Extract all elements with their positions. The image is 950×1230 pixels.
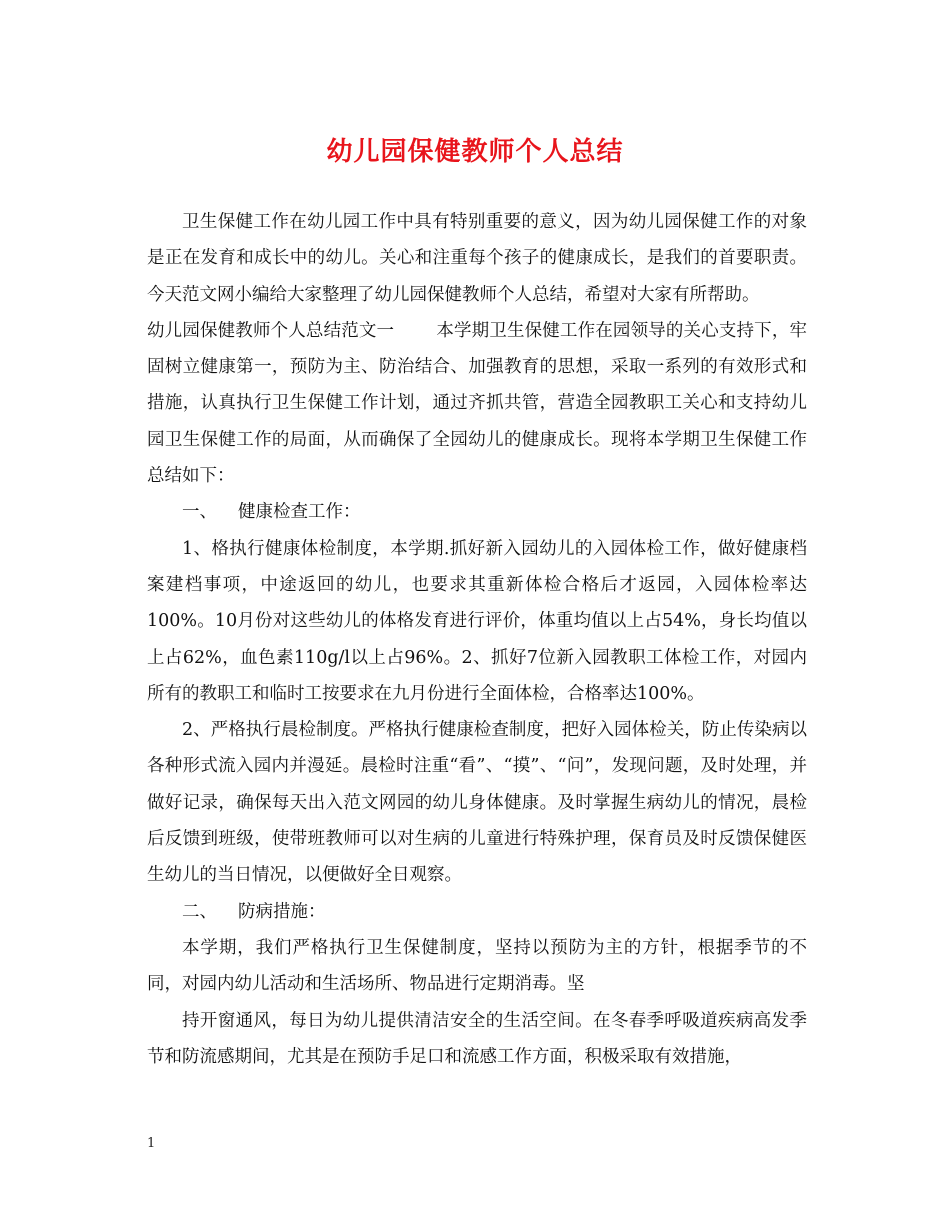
section-title: 防病措施： (238, 901, 326, 922)
section-number: 一、 (182, 502, 217, 523)
section-title: 健康检查工作： (238, 502, 361, 523)
sample-label: 幼儿园保健教师个人总结范文一 (147, 320, 395, 341)
sample-paragraph (147, 313, 807, 494)
section-heading-prevention (147, 894, 807, 930)
prevention-paragraph-2: 持开窗通风，每日为幼儿提供清洁安全的生活空间。在冬春季呼吸道疾病高发季节和防流感期间，尤其是在预防手足口和流感工作方面，积极采取有效措施， (147, 1010, 807, 1067)
item-paragraph-2: 2、严格执行晨检制度。严格执行健康检查制度，把好入园体检关，防止传染病以各种形式流入园内并漫延。晨检时注重“看”、“摸”、“问”，发现问题，及时处理，并做好记录，确保每天出入范文网园的幼儿身体健康。及时掌握生病幼儿的情况，晨检后反馈到班级，使带班教师可以对生病的儿童进行特殊护理，保育员及时反馈保健医生幼儿的当日情况，以便做好全日观察。 (147, 720, 807, 886)
document-body (147, 204, 807, 1075)
document-title: 幼儿园保健教师个人总结 (326, 137, 624, 167)
sample-body: 本学期卫生保健工作在园领导的关心支持下，牢固树立健康第一，预防为主、防治结合、加强教育的思想，采取一系列的有效形式和措施，认真执行卫生保健工作计划，通过齐抓共管，营造全园教职工关心和支持幼儿园卫生保健工作的局面，从而确保了全园幼儿的健康成长。现将本学期卫生保健工作总结如下： (147, 320, 808, 487)
item-paragraph-1: 1、格执行健康体检制度，本学期.抓好新入园幼儿的入园体检工作，做好健康档案建档事项，中途返回的幼儿，也要求其重新体检合格后才返园，入园体检率达100%。10月份对这些幼儿的体格发育进行评价，体重均值以上占54%，身长均值以上占62%，血色素110g/l以上占96%。2、抓好7位新入园教职工体检工作，对园内所有的教职工和临时工按要求在九月份进行全面体检，合格率达100%。 (147, 538, 807, 704)
page-number: 1 (147, 1136, 156, 1151)
section-heading-health-check (147, 494, 807, 530)
intro-paragraph: 卫生保健工作在幼儿园工作中具有特别重要的意义，因为幼儿园保健工作的对象是正在发育和成长中的幼儿。关心和注重每个孩子的健康成长，是我们的首要职责。今天范文网小编给大家整理了幼儿园保健教师个人总结，希望对大家有所帮助。 (147, 212, 807, 305)
prevention-paragraph-1: 本学期，我们严格执行卫生保健制度，坚持以预防为主的方针，根据季节的不同，对园内幼儿活动和生活场所、物品进行定期消毒。坚 (147, 937, 807, 995)
section-number: 二、 (182, 901, 217, 922)
